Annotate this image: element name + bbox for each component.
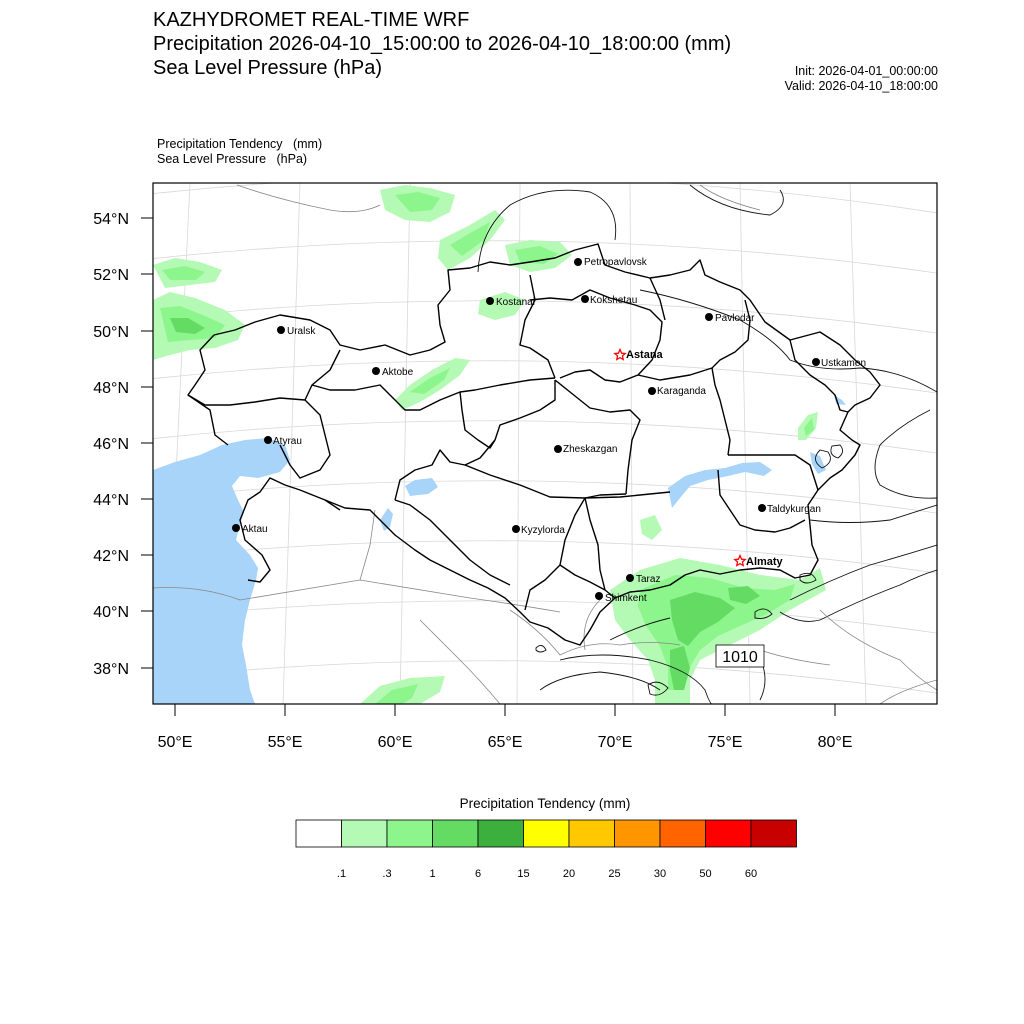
city-marker (581, 295, 637, 306)
city-dot (705, 313, 713, 321)
city-marker (554, 444, 617, 455)
city-label: Aktobe (382, 367, 414, 378)
colorbar-swatch (478, 820, 524, 847)
colorbar-swatch (569, 820, 615, 847)
city-marker (512, 525, 565, 536)
lat-label: 44°N (93, 492, 129, 509)
colorbar-tick-label: 25 (608, 868, 621, 880)
city-marker (277, 326, 316, 337)
lon-label: 65°E (487, 734, 523, 751)
colorbar-title: Precipitation Tendency (mm) (459, 796, 631, 811)
aral-sea (380, 508, 393, 531)
lat-label: 48°N (93, 380, 129, 397)
lon-label: 50°E (157, 734, 193, 751)
city-marker (595, 592, 647, 604)
city-label: Almaty (746, 556, 783, 568)
isobar-value: 1010 (722, 649, 758, 666)
lat-label: 38°N (93, 661, 129, 678)
city-marker (372, 367, 414, 378)
city-label: Taldykurgan (767, 504, 821, 515)
lat-label: 42°N (93, 548, 129, 565)
colorbar-tick-label: .1 (336, 868, 347, 880)
city-label: Kostanai (496, 297, 535, 308)
lon-label: 80°E (817, 734, 853, 751)
city-dot (626, 574, 634, 582)
capital-star-icon (735, 556, 745, 566)
city-dot (574, 258, 582, 266)
lat-label: 52°N (93, 267, 129, 284)
colorbar-tick-label: 1 (429, 868, 436, 880)
lake-balkhash (668, 462, 772, 508)
city-dot (595, 592, 603, 600)
valid-time: Valid: 2026-04-10_18:00:00 (784, 79, 938, 93)
city-label: Astana (626, 349, 663, 361)
colorbar-tick-label: 20 (562, 868, 576, 880)
colorbar-swatch (660, 820, 706, 847)
aral-sea-north (405, 478, 438, 496)
city-marker (648, 386, 706, 397)
colorbar-swatch (524, 820, 570, 847)
city-marker (812, 358, 866, 369)
lon-label: 55°E (267, 734, 303, 751)
colorbar-swatch (751, 820, 797, 847)
init-time: Init: 2026-04-01_00:00:00 (794, 64, 938, 78)
city-marker (705, 313, 755, 324)
precip-label: Precipitation Tendency (mm) (157, 137, 323, 151)
capital-marker (735, 556, 784, 569)
colorbar-tick-label: 15 (517, 868, 530, 880)
city-label: Uralsk (287, 326, 316, 337)
city-label: Kyzylorda (521, 525, 565, 536)
colorbar-tick-label: 6 (474, 868, 482, 880)
city-dot (648, 387, 656, 395)
lat-label: 40°N (93, 604, 129, 621)
lon-label: 70°E (597, 734, 633, 751)
city-label: Zheskazgan (563, 444, 618, 455)
lat-label: 46°N (93, 436, 129, 453)
city-markers (232, 257, 866, 604)
city-dot (554, 445, 562, 453)
city-label: Petropavlovsk (584, 257, 647, 268)
city-marker (758, 504, 821, 515)
lon-label: 75°E (707, 734, 743, 751)
city-dot (758, 504, 766, 512)
colorbar-swatch (706, 820, 752, 847)
city-label: Ustkamen (821, 358, 867, 369)
longitude-labels (158, 734, 853, 751)
colorbar-tick-label: 60 (744, 868, 758, 880)
colorbar-swatch (433, 820, 479, 847)
colorbar-tick-label: 30 (653, 868, 667, 880)
city-label: Shimkent (605, 593, 647, 604)
slp-label: Sea Level Pressure (hPa) (157, 152, 308, 166)
map-content (140, 177, 950, 704)
city-dot (812, 358, 820, 366)
field-subtitle: Precipitation 2026-04-10_15:00:00 to 2026-04-10_18:00:00 (mm) (153, 33, 732, 55)
city-label: Taraz (636, 574, 661, 585)
city-dot (486, 297, 494, 305)
city-dot (372, 367, 380, 375)
city-dot (264, 436, 272, 444)
lat-label: 50°N (93, 324, 129, 341)
city-label: Karaganda (657, 386, 706, 397)
city-dot (277, 326, 285, 334)
lon-label: 60°E (377, 734, 413, 751)
colorbar-tick-label: 50 (699, 868, 712, 880)
colorbar-swatch (387, 820, 433, 847)
city-label: Kokshetau (590, 295, 638, 306)
latitude-labels (93, 211, 129, 678)
colorbar-swatch (342, 820, 388, 847)
city-label: Aktau (242, 524, 268, 535)
colorbar-swatch (615, 820, 661, 847)
colorbar-tick-label: .3 (382, 868, 392, 880)
capital-marker (615, 349, 664, 361)
isobar-label (716, 645, 764, 667)
colorbar-swatch (296, 820, 342, 847)
pressure-subtitle: Sea Level Pressure (hPa) (153, 57, 383, 79)
city-marker (574, 257, 648, 268)
city-label: Pavlodar (715, 313, 755, 324)
city-dot (512, 525, 520, 533)
city-dot (232, 524, 240, 532)
city-label: Atyrau (273, 436, 302, 447)
colorbar (296, 820, 797, 880)
capital-star-icon (615, 350, 625, 360)
lat-label: 54°N (93, 211, 129, 228)
page-title: KAZHYDROMET REAL-TIME WRF (153, 9, 470, 31)
city-dot (581, 295, 589, 303)
